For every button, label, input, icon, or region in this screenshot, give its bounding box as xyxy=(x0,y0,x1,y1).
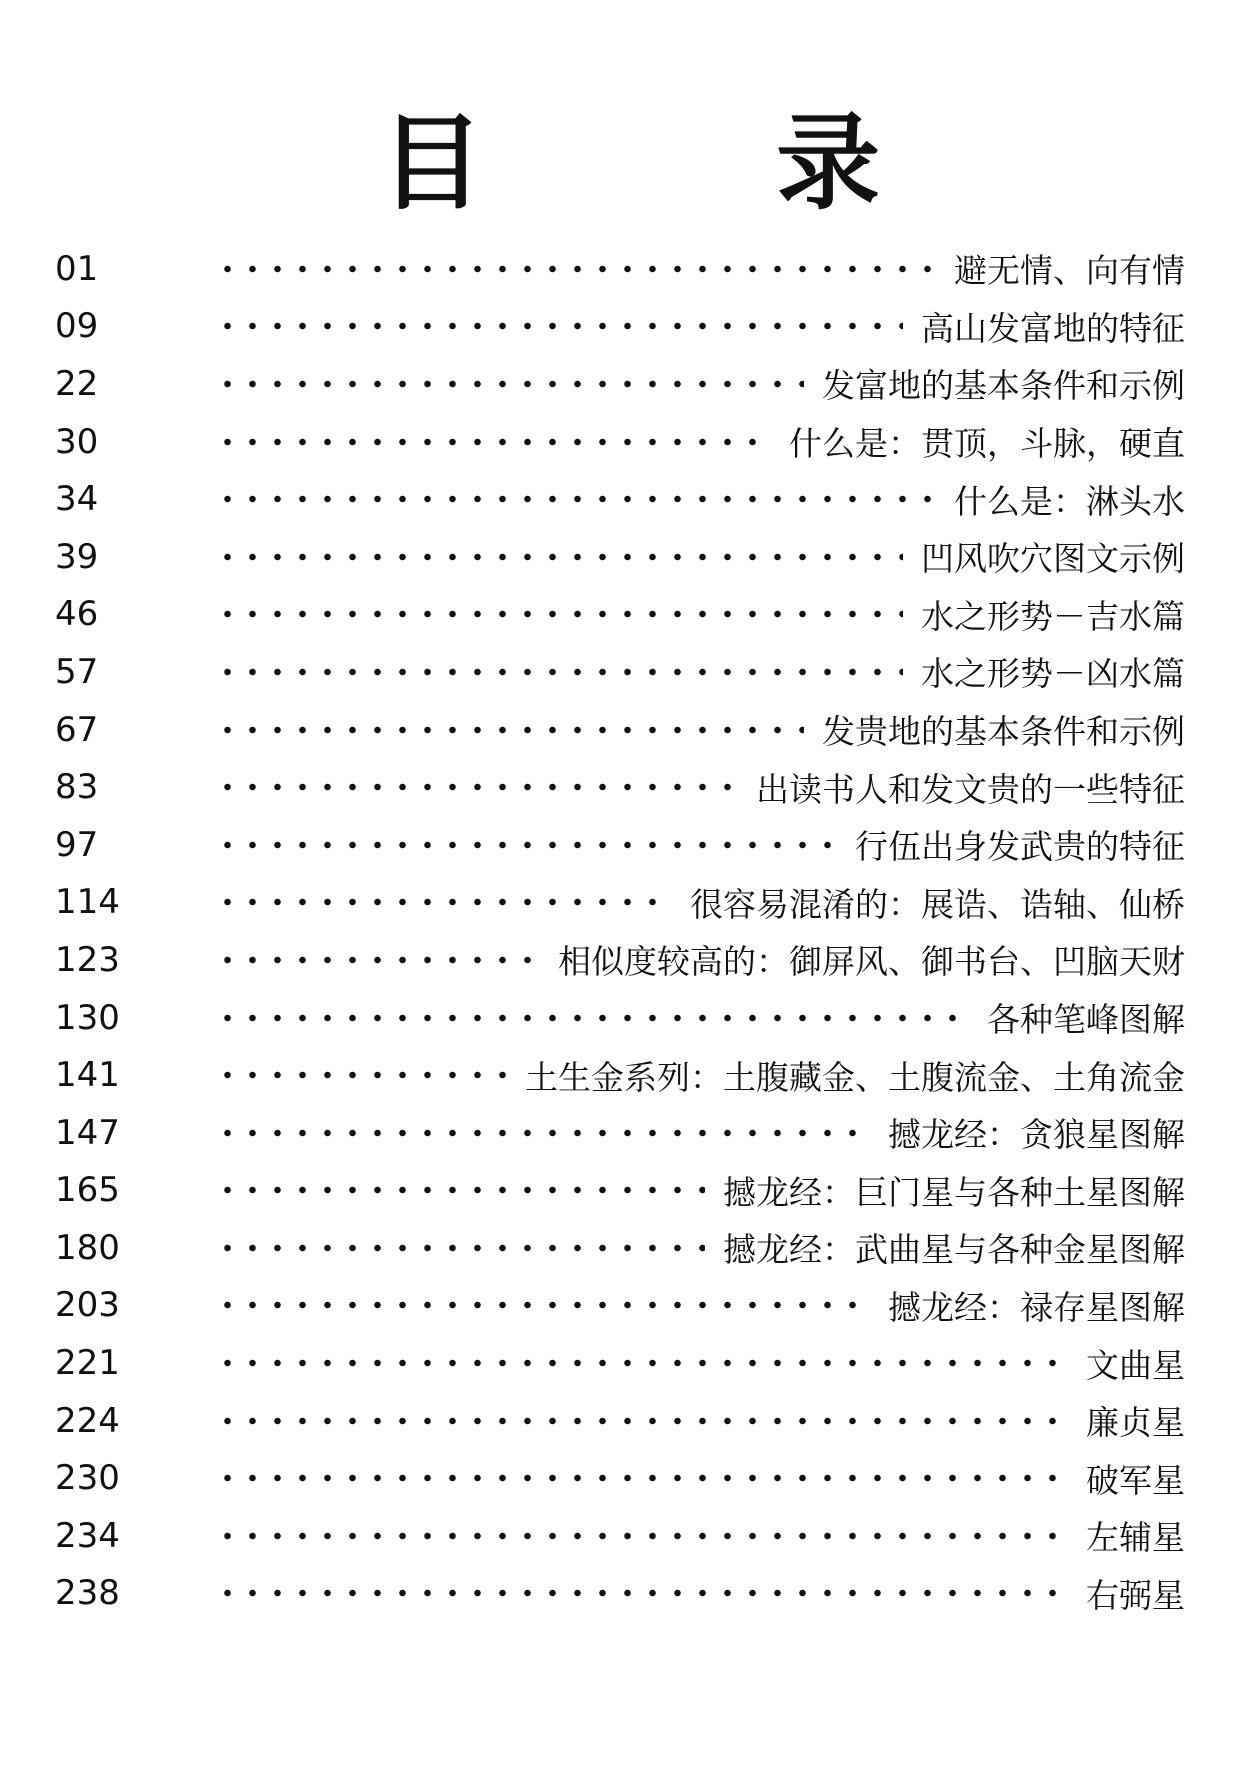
dot-leader xyxy=(215,608,903,620)
toc-entry[interactable] xyxy=(55,298,1185,356)
toc-page-number: 238 xyxy=(55,1573,120,1614)
toc-page-number: 22 xyxy=(55,363,99,404)
toc-entry[interactable] xyxy=(55,1162,1185,1220)
toc-page-number: 97 xyxy=(55,824,99,865)
dot-leader xyxy=(215,896,672,908)
dot-leader xyxy=(215,1127,870,1139)
toc-entry-title: 相似度较高的：御屏风、御书台、凹脑天财 xyxy=(558,942,1185,982)
toc-entry[interactable] xyxy=(55,989,1185,1047)
toc-entry-title: 撼龙经：禄存星图解 xyxy=(888,1287,1185,1327)
toc-entry-title: 出读书人和发文贵的一些特征 xyxy=(756,769,1185,809)
dot-leader xyxy=(215,378,804,390)
toc-page-number: 114 xyxy=(55,882,120,923)
toc-entry[interactable] xyxy=(55,1046,1185,1104)
toc-page-number: 34 xyxy=(55,479,99,520)
dot-leader xyxy=(215,1530,1068,1542)
toc-entry[interactable] xyxy=(55,586,1185,644)
toc-page-number: 130 xyxy=(55,997,120,1038)
toc-entry[interactable] xyxy=(55,1219,1185,1277)
dot-leader xyxy=(215,1299,870,1311)
toc-page-number: 39 xyxy=(55,536,99,577)
toc-list xyxy=(55,240,1185,1622)
toc-entry-title: 行伍出身发武贵的特征 xyxy=(855,827,1185,867)
toc-page-number: 165 xyxy=(55,1170,120,1211)
dot-leader xyxy=(215,551,903,563)
toc-entry-title: 发贵地的基本条件和示例 xyxy=(822,712,1185,752)
toc-entry[interactable] xyxy=(55,355,1185,413)
toc-page-number: 224 xyxy=(55,1400,120,1441)
toc-page-number: 67 xyxy=(55,709,99,750)
toc-entry[interactable] xyxy=(55,643,1185,701)
toc-entry[interactable] xyxy=(55,1449,1185,1507)
toc-entry-title: 左辅星 xyxy=(1086,1518,1185,1558)
toc-entry-title: 什么是：淋头水 xyxy=(954,481,1185,521)
toc-entry[interactable] xyxy=(55,240,1185,298)
dot-leader xyxy=(215,1242,705,1254)
toc-page-number: 141 xyxy=(55,1055,120,1096)
toc-page-number: 01 xyxy=(55,248,99,289)
toc-entry[interactable] xyxy=(55,816,1185,874)
toc-page-number: 83 xyxy=(55,767,99,808)
toc-page-number: 46 xyxy=(55,594,99,635)
dot-leader xyxy=(215,1012,969,1024)
dot-leader xyxy=(215,1357,1068,1369)
toc-entry[interactable] xyxy=(55,701,1185,759)
toc-page-number: 234 xyxy=(55,1515,120,1556)
toc-entry[interactable] xyxy=(55,931,1185,989)
toc-entry-title: 廉贞星 xyxy=(1086,1403,1185,1443)
toc-entry-title: 文曲星 xyxy=(1086,1345,1185,1385)
toc-page-number: 123 xyxy=(55,939,120,980)
dot-leader xyxy=(215,724,804,736)
toc-entry-title: 避无情、向有情 xyxy=(954,251,1185,291)
dot-leader xyxy=(215,493,936,505)
toc-entry-title: 撼龙经：巨门星与各种土星图解 xyxy=(723,1172,1185,1212)
dot-leader xyxy=(215,954,540,966)
toc-entry-title: 右弼星 xyxy=(1086,1575,1185,1615)
toc-entry-title: 撼龙经：武曲星与各种金星图解 xyxy=(723,1230,1185,1270)
toc-page-number: 30 xyxy=(55,421,99,462)
toc-page-number: 180 xyxy=(55,1227,120,1268)
toc-page-number: 230 xyxy=(55,1458,120,1499)
toc-entry-title: 水之形势－凶水篇 xyxy=(921,654,1185,694)
toc-entry[interactable] xyxy=(55,470,1185,528)
dot-leader xyxy=(215,1415,1068,1427)
dot-leader xyxy=(215,263,936,275)
dot-leader xyxy=(215,436,771,448)
toc-entry-title: 土生金系列：土腹藏金、土腹流金、土角流金 xyxy=(525,1057,1185,1097)
toc-entry-title: 发富地的基本条件和示例 xyxy=(822,366,1185,406)
toc-entry[interactable] xyxy=(55,1277,1185,1335)
toc-page-number: 57 xyxy=(55,651,99,692)
toc-entry-title: 高山发富地的特征 xyxy=(921,308,1185,348)
toc-entry-title: 各种笔峰图解 xyxy=(987,1000,1185,1040)
toc-entry-title: 撼龙经：贪狼星图解 xyxy=(888,1115,1185,1155)
dot-leader xyxy=(215,839,837,851)
toc-entry-title: 破军星 xyxy=(1086,1460,1185,1500)
toc-entry[interactable] xyxy=(55,874,1185,932)
dot-leader xyxy=(215,1069,507,1081)
toc-entry[interactable] xyxy=(55,1507,1185,1565)
toc-entry-title: 很容易混淆的：展诰、诰轴、仙桥 xyxy=(690,884,1185,924)
dot-leader xyxy=(215,320,903,332)
dot-leader xyxy=(215,1587,1068,1599)
toc-page-number: 09 xyxy=(55,306,99,347)
toc-entry[interactable] xyxy=(55,1104,1185,1162)
toc-page-number: 221 xyxy=(55,1343,120,1384)
toc-entry[interactable] xyxy=(55,1392,1185,1450)
toc-entry[interactable] xyxy=(55,528,1185,586)
toc-entry[interactable] xyxy=(55,1334,1185,1392)
toc-entry[interactable] xyxy=(55,758,1185,816)
page-title: 目 录 xyxy=(379,101,1009,224)
toc-entry[interactable] xyxy=(55,1565,1185,1623)
toc-entry-title: 水之形势－吉水篇 xyxy=(921,596,1185,636)
toc-entry-title: 凹风吹穴图文示例 xyxy=(921,539,1185,579)
dot-leader xyxy=(215,781,738,793)
toc-entry-title: 什么是：贯顶，斗脉，硬直 xyxy=(789,424,1185,464)
toc-page-number: 203 xyxy=(55,1285,120,1326)
toc-entry[interactable] xyxy=(55,413,1185,471)
toc-page-number: 147 xyxy=(55,1112,120,1153)
dot-leader xyxy=(215,1184,705,1196)
dot-leader xyxy=(215,666,903,678)
dot-leader xyxy=(215,1472,1068,1484)
